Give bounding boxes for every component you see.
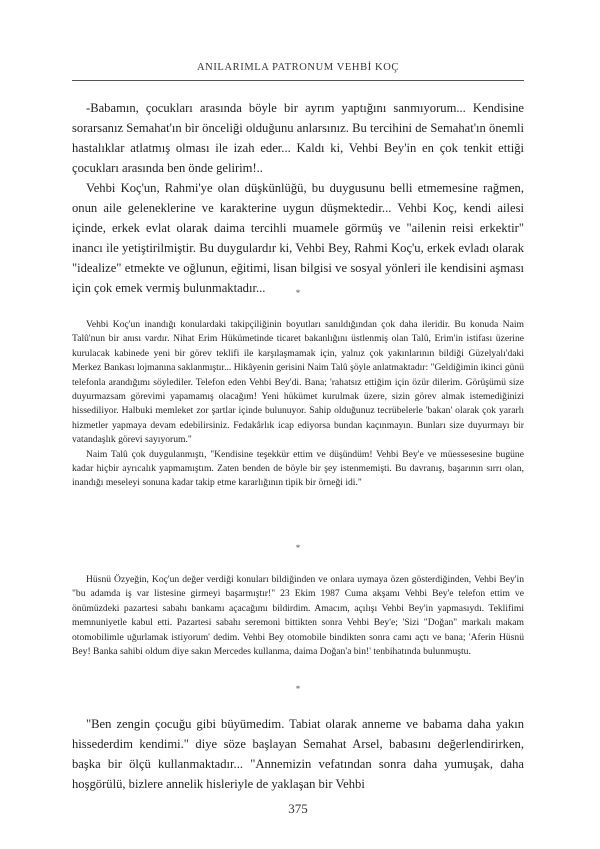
section-1 (72, 98, 524, 298)
paragraph: Vehbi Koç'un, Rahmi'ye olan düşkünlüğü, bu duygusunu belli etmemesine rağmen, onun aile geleneklerine ve karakterine uygun düşmektedir... Vehbi Koç, kendi ailesi içinde, erkek evlat olarak daima tercihli muamele görmüş ve "ailenin reisi erkektir" inancı ile yetiştirilmiştir. Bu duygulardır ki, Vehbi Bey, Rahmi Koç'u, erkek evladı olarak "idealize" etmekte ve oğlunun, eğitimi, lisan bilgisi ve sosyal yönleri ile kendisini aşması için çok emek vermiş bulunmaktadır... (72, 181, 524, 295)
paragraph: Naim Talû çok duygulanmıştı, "Kendisine teşekkür ettim ve düşündüm! Vehbi Bey'e ve müessesesine bugüne kadar hiçbir ayrıcalık yapmamıştım. Zaten benden de böyle bir şey istenmemişti. Bu davranış, başarının sırrı olan, inandığı meseleyi sonuna kadar takip etme kararlığının tipik bir örneği idi." (72, 448, 524, 489)
running-header: ANILARIMLA PATRONUM VEHBİ KOÇ (196, 62, 400, 73)
paragraph: Hüsnü Özyeğin, Koç'un değer verdiği konuları bildiğinden ve onlara uymaya özen gösterdiğinden, Vehbi Bey'in "bu adamda iş var listesine girmeyi başarmıştır!" 23 Ekim 1987 Cuma akşamı Vehbi Bey'e telefon ettim ve önümüzdeki pazartesi sabahı bankamı açacağımı bildirdim. Amacım, açılışı Vehbi Bey'in yapmasıydı. Teklifimi memnuniyetle kabul etti. Pazartesi sabahı seremoni bittikten sonra Vehbi Bey'e; 'Sizi "Doğan" markalı makam otomobilimle uğurlamak istiyorum' dedim. Vehbi Bey otomobile bindikten sonra camı açtı ve bana; 'Aferin Hüsnü Bey! Banka sahibi oldum diye sakın Mercedes kullanma, daima Doğan'a bin!' tenbihatında bulunmuştu. (72, 574, 524, 658)
section-separator: * (295, 288, 301, 298)
section-separator: * (295, 543, 301, 553)
section-2 (72, 318, 524, 491)
section-3 (72, 573, 524, 659)
paragraph: "Ben zengin çocuğu gibi büyümedim. Tabiat olarak anneme ve babama daha yakın hissederdim kendimi." diye söze başlayan Semahat Arsel, babasını değerlendirirken, başka bir ölçü kullanmaktadır... "Annemizin vefatından sonra daha yumuşak, daha hoşgörülü, bizlere annelik hisleriyle de yaklaşan bir Vehbi (72, 717, 524, 791)
page-number: 375 (288, 801, 308, 816)
paragraph: -Babamın, çocukları arasında böyle bir ayrım yaptığını sanmıyorum... Kendisine sorarsanız Semahat'ın bir önceliği olduğunu anlarsınız. Bu tercihini de Semahat'ın önemli hastalıklar atlatmış olması ile izah eder... Kaldı ki, Vehbi Bey'in en çok tenkit ettiği çocukları arasında ben önde gelirim!.. (72, 101, 524, 175)
paragraph: Vehbi Koç'un inandığı konulardaki takipçiliğinin boyutları sanıldığından çok daha ileridir. Bu konuda Naim Talû'nun bir anısı vardır. Nihat Erim Hükümetinde ticaret bakanlığını üstlenmiş olan Talû, Erim'in istifası üzerine kurulacak kabinede yeni bir görev teklifi ile karşılaşmamak için, yalnız çok yakınlarının bildiği Güzelyalı'daki Merkez Bankası lojmanına saklanmıştır... Hikâyenin gerisini Naim Talû şöyle anlatmaktadır: "Geldiğimin ikinci günü telefonla arandığımı söylediler. Telefon eden Vehbi Bey'di. Bana; 'rahatsız ettiğim için özür dilerim. Görüşümü size duyurmazsam görevimi yapamamış olacağım! Yeni hükümet kurulmak üzere, sizin görev almak istemediğinizi hissediliyor. Halbuki memleket zor şartlar içinde bulunuyor. Sahip olduğunuz tecrübelerle 'bakan' olarak çok yararlı hizmetler yapmaya devam edebilirsiniz. Fedakârlık icap ediyorsa bundan kaçınmayın. Bunları size duyurmayı bir vatandaşlık görevi sayıyorum." (72, 319, 525, 446)
section-4 (72, 714, 524, 794)
section-separator: * (295, 684, 301, 694)
header-rule (72, 80, 524, 81)
